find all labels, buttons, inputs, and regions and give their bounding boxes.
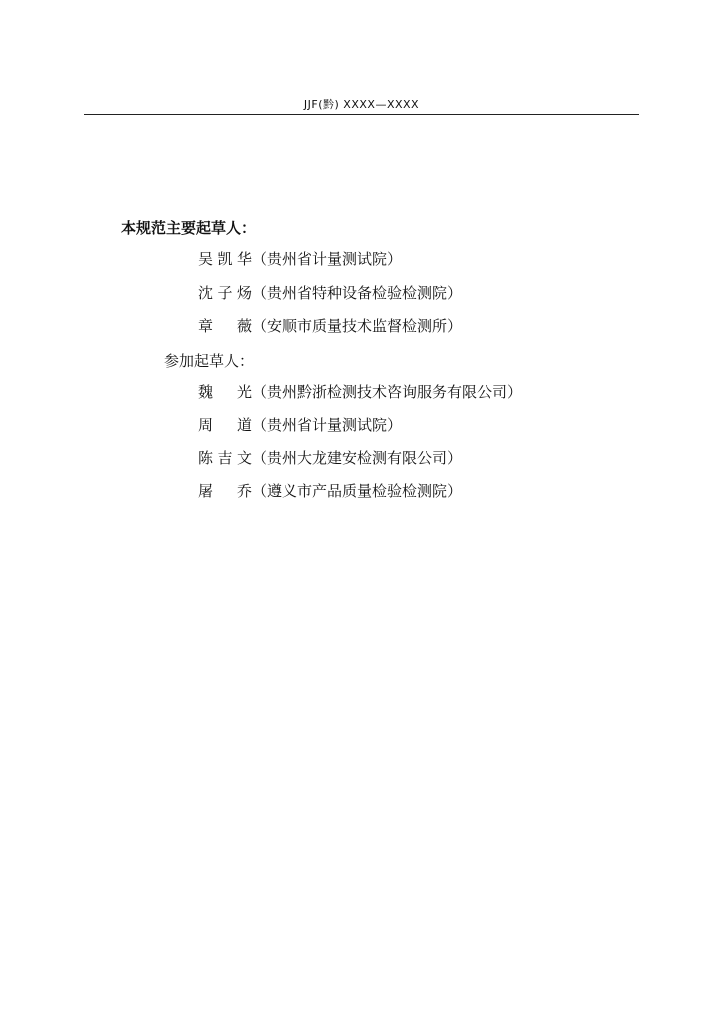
main-drafter-item — [198, 316, 462, 336]
drafter-name: 魏 光 — [198, 383, 252, 401]
drafter-org: （贵州省计量测试院） — [252, 416, 403, 434]
participating-drafter-item — [198, 382, 522, 402]
drafter-name: 周 道 — [198, 416, 252, 434]
participating-drafter-item — [198, 481, 462, 501]
drafter-name: 屠 乔 — [198, 482, 252, 500]
drafter-org: （贵州省特种设备检验检测院） — [252, 284, 463, 302]
participating-drafter-item — [198, 448, 462, 468]
drafter-name: 吴凯华 — [198, 250, 252, 268]
main-drafter-item — [198, 249, 402, 269]
main-drafters-title: 本规范主要起草人： — [121, 219, 257, 237]
header-rule — [84, 114, 639, 115]
participating-drafter-item — [198, 415, 402, 435]
main-drafter-item — [198, 283, 462, 303]
drafter-org: （贵州大龙建安检测有限公司） — [252, 449, 463, 467]
page-header: JJF(黔) XXXX—XXXX — [303, 98, 420, 111]
drafter-name: 沈子炀 — [198, 284, 252, 302]
drafter-org: （贵州黔浙检测技术咨询服务有限公司） — [252, 383, 523, 401]
drafter-org: （安顺市质量技术监督检测所） — [252, 317, 463, 335]
participating-drafters-title: 参加起草人： — [164, 352, 255, 370]
drafter-name: 陈吉文 — [198, 449, 252, 467]
drafter-name: 章 薇 — [198, 317, 252, 335]
drafter-org: （遵义市产品质量检验检测院） — [252, 482, 463, 500]
drafter-org: （贵州省计量测试院） — [252, 250, 403, 268]
